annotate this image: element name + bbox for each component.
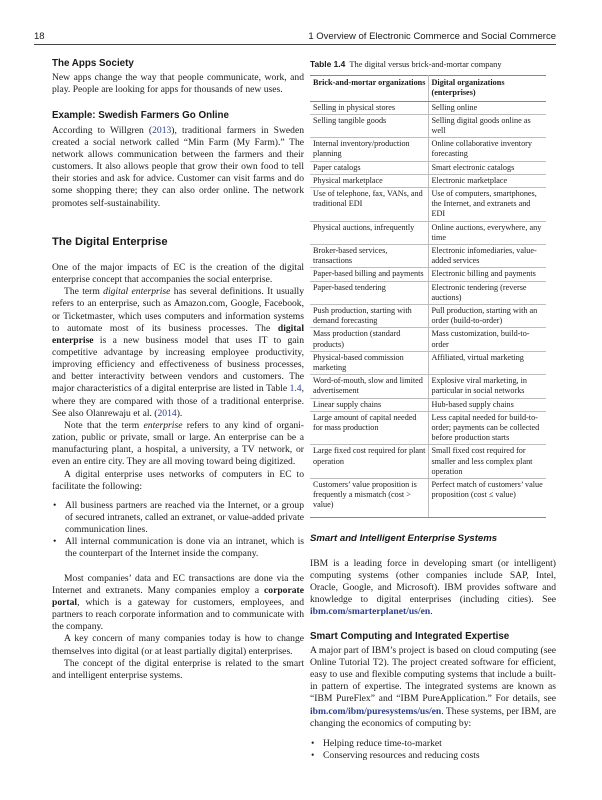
table-row bbox=[310, 375, 546, 398]
list-item: • All business partners are reached via the Internet, or a group of secured intranets, called an extranet, or value-added private communication lines. bbox=[65, 500, 304, 536]
table-cell: Physical-based commission marketing bbox=[310, 351, 428, 374]
running-title: 1 Overview of Electronic Commerce and Social Commerce bbox=[308, 31, 556, 42]
header-rule bbox=[34, 44, 556, 45]
table-cell: Perfect match of customers’ value proposition (cost ≤ value) bbox=[428, 479, 546, 518]
table-row bbox=[310, 328, 546, 351]
table-cell: Electronic tendering (reverse auctions) bbox=[428, 281, 546, 304]
table-header-cell: Brick-and-mortar organizations bbox=[310, 76, 428, 101]
table-row bbox=[310, 411, 546, 445]
table-cell: Hub-based supply chains bbox=[428, 398, 546, 411]
table-cell: Online collaborative inventory forecasting bbox=[428, 138, 546, 161]
list-item: • All internal communication is done via an intranet, which is the counterpart of the Internet inside the company. bbox=[65, 536, 304, 560]
de-paragraph-3: Note that the term enterprise refers to any kind of organization, public or private, small or large. An enterprise can be a manufacturing plant, a hospital, a university, a TV network, or even an entire city. They are all moving toward being digitized. bbox=[52, 419, 304, 468]
page-header bbox=[0, 29, 602, 45]
table-cell: Physical auctions, infrequently bbox=[310, 221, 428, 244]
table-cell: Large amount of capital needed for mass production bbox=[310, 411, 428, 445]
table-row bbox=[310, 245, 546, 268]
table-row bbox=[310, 479, 546, 518]
left-column bbox=[52, 58, 304, 682]
smart-systems-heading: Smart and Intelligent Enterprise Systems bbox=[310, 532, 498, 544]
example-heading: Example: Swedish Farmers Go Online bbox=[52, 110, 229, 122]
table-cell: Selling online bbox=[428, 101, 546, 114]
table-caption: Table 1.4 The digital versus brick-and-mortar company bbox=[310, 59, 502, 69]
table-row bbox=[310, 138, 546, 161]
de-paragraph-2: The term digital enterprise has several definitions. It usually refers to an enterprise, such as Amazon.com, Google, Facebook, or Ticketmaster, which uses computers and information systems to automate most of its business processes. The digital enterprise is a new business model that uses IT to gain competitive advantage by increasing employee productivity, improving efficiency and effectiveness of business processes, and better interactivity between vendors and customers. The major characteristics of a digital enterprise are listed in Table 1.4, where they are compared with those of a traditional enterprise. See also Olanrewaju et al. (2014). bbox=[52, 286, 304, 419]
table-cell: Electronic marketplace bbox=[428, 174, 546, 187]
table-row bbox=[310, 174, 546, 187]
smart-paragraph: IBM is a leading force in developing smart (or intelligent) computing systems (other companies include SAP, Intel, Oracle, Google, and Microsoft). IBM provides software and knowledge to digital enterprises (including cities). See ibm.com/smarterplanet/us/en. bbox=[310, 557, 556, 618]
table-ref-link[interactable]: 1.4 bbox=[289, 383, 302, 395]
table-cell: Online auctions, everywhere, any time bbox=[428, 221, 546, 244]
de-paragraph-4: A digital enterprise uses networks of computers in EC to facilitate the following: bbox=[52, 468, 304, 492]
table-cell: Mass customization, build-to-order bbox=[428, 328, 546, 351]
table-header-row bbox=[310, 76, 546, 101]
table-row bbox=[310, 268, 546, 281]
apps-heading: The Apps Society bbox=[52, 58, 134, 69]
de-paragraph-5: Most companies’ data and EC transactions are done via the Internet and extranets. Many companies employ a corporate portal, which is a gateway for customers, employees, and partners to reach corporate information and to communicate with the company. bbox=[52, 572, 304, 633]
right-column bbox=[310, 58, 556, 762]
table-cell: Linear supply chains bbox=[310, 398, 428, 411]
table-cell: Paper-based tendering bbox=[310, 281, 428, 304]
table-cell: Use of computers, smartphones, the Internet, and extranets and EDI bbox=[428, 187, 546, 221]
table-cell: Push production, starting with demand forecasting bbox=[310, 305, 428, 328]
table-cell: Less capital needed for build-to-order; payments can be collected before production starts bbox=[428, 411, 546, 445]
table-cell: Use of telephone, fax, VANs, and traditional EDI bbox=[310, 187, 428, 221]
table-row bbox=[310, 398, 546, 411]
de-paragraph-6: A key concern of many companies today is how to change themselves into digital (or at least partially digital) enterprises. bbox=[52, 633, 304, 657]
table-row bbox=[310, 281, 546, 304]
table-row bbox=[310, 305, 546, 328]
table-cell: Large fixed cost required for plant operation bbox=[310, 445, 428, 479]
table-cell: Small fixed cost required for smaller and less complex plant operation bbox=[428, 445, 546, 479]
table-cell: Internal inventory/production planning bbox=[310, 138, 428, 161]
page-number: 18 bbox=[34, 31, 45, 42]
comparison-table bbox=[310, 75, 546, 518]
citation-link[interactable]: 2013 bbox=[152, 124, 172, 136]
table-row bbox=[310, 101, 546, 114]
table-row bbox=[310, 445, 546, 479]
table-row bbox=[310, 161, 546, 174]
network-bullet-list bbox=[52, 500, 304, 561]
example-paragraph: According to Willgren (2013), traditional farmers in Sweden created a social network called “Min Farm (My Farm).” The network allows communication between the farmers and their customers. It also allows people that grow their own food to tell their stories and ask for advice. Customer can visit farms and do some shopping there; they can also order online. The network promotes self-sustainability. bbox=[52, 124, 305, 209]
table-row bbox=[310, 187, 546, 221]
table-cell: Customers’ value proposition is frequently a mismatch (cost > value) bbox=[310, 479, 428, 518]
table-cell: Physical marketplace bbox=[310, 174, 428, 187]
table-cell: Mass production (standard products) bbox=[310, 328, 428, 351]
citation-link[interactable]: 2014 bbox=[157, 407, 177, 419]
table-cell: Smart electronic catalogs bbox=[428, 161, 546, 174]
table-cell: Paper catalogs bbox=[310, 161, 428, 174]
table-cell: Selling digital goods online as well bbox=[428, 114, 546, 137]
table-cell: Selling in physical stores bbox=[310, 101, 428, 114]
list-item: • Conserving resources and reducing costs bbox=[323, 750, 556, 762]
table-cell: Paper-based billing and payments bbox=[310, 268, 428, 281]
table-cell: Pull production, starting with an order (build-to-order) bbox=[428, 305, 546, 328]
table-header-cell: Digital organizations (enterprises) bbox=[428, 76, 546, 101]
table-cell: Affiliated, virtual marketing bbox=[428, 351, 546, 374]
table-cell: Electronic infomediaries, value-added services bbox=[428, 245, 546, 268]
table-row bbox=[310, 221, 546, 244]
de-paragraph-7: The concept of the digital enterprise is related to the smart and intelligent enterprise systems. bbox=[52, 657, 304, 681]
table-row bbox=[310, 351, 546, 374]
table-cell: Explosive viral marketing, in particular in social networks bbox=[428, 375, 546, 398]
cloud-paragraph: A major part of IBM’s project is based on cloud computing (see Online Tutorial T2). The project created software for efficient, easy to use and flexible computing systems that include a built-in pattern of expertise. The integrated systems are known as “IBM PureFlex” and “IBM PureApplication.” For details, see ibm.com/ibm/puresystems/us/en. These systems, per IBM, are changing the economics of computing by: bbox=[310, 644, 556, 729]
digital-enterprise-heading: The Digital Enterprise bbox=[52, 235, 168, 248]
de-paragraph-1: One of the major impacts of EC is the creation of the digital enterprise concept that accompanies the social enterprise. bbox=[52, 261, 304, 286]
table-cell: Electronic billing and payments bbox=[428, 268, 546, 281]
list-item: • Helping reduce time-to-market bbox=[323, 738, 556, 750]
ibm-puresystems-link[interactable]: ibm.com/ibm/puresystems/us/en bbox=[310, 705, 442, 717]
apps-paragraph: New apps change the way that people communicate, work, and play. People are looking for apps for thousands of new uses. bbox=[52, 72, 304, 96]
benefits-bullet-list bbox=[310, 738, 556, 762]
table-row bbox=[310, 114, 546, 137]
ibm-smarterplanet-link[interactable]: ibm.com/smarterplanet/us/en bbox=[310, 606, 431, 618]
table-cell: Word-of-mouth, slow and limited advertisement bbox=[310, 375, 428, 398]
table-cell: Selling tangible goods bbox=[310, 114, 428, 137]
smart-computing-heading: Smart Computing and Integrated Expertise bbox=[310, 630, 510, 642]
table-cell: Broker-based services, transactions bbox=[310, 245, 428, 268]
